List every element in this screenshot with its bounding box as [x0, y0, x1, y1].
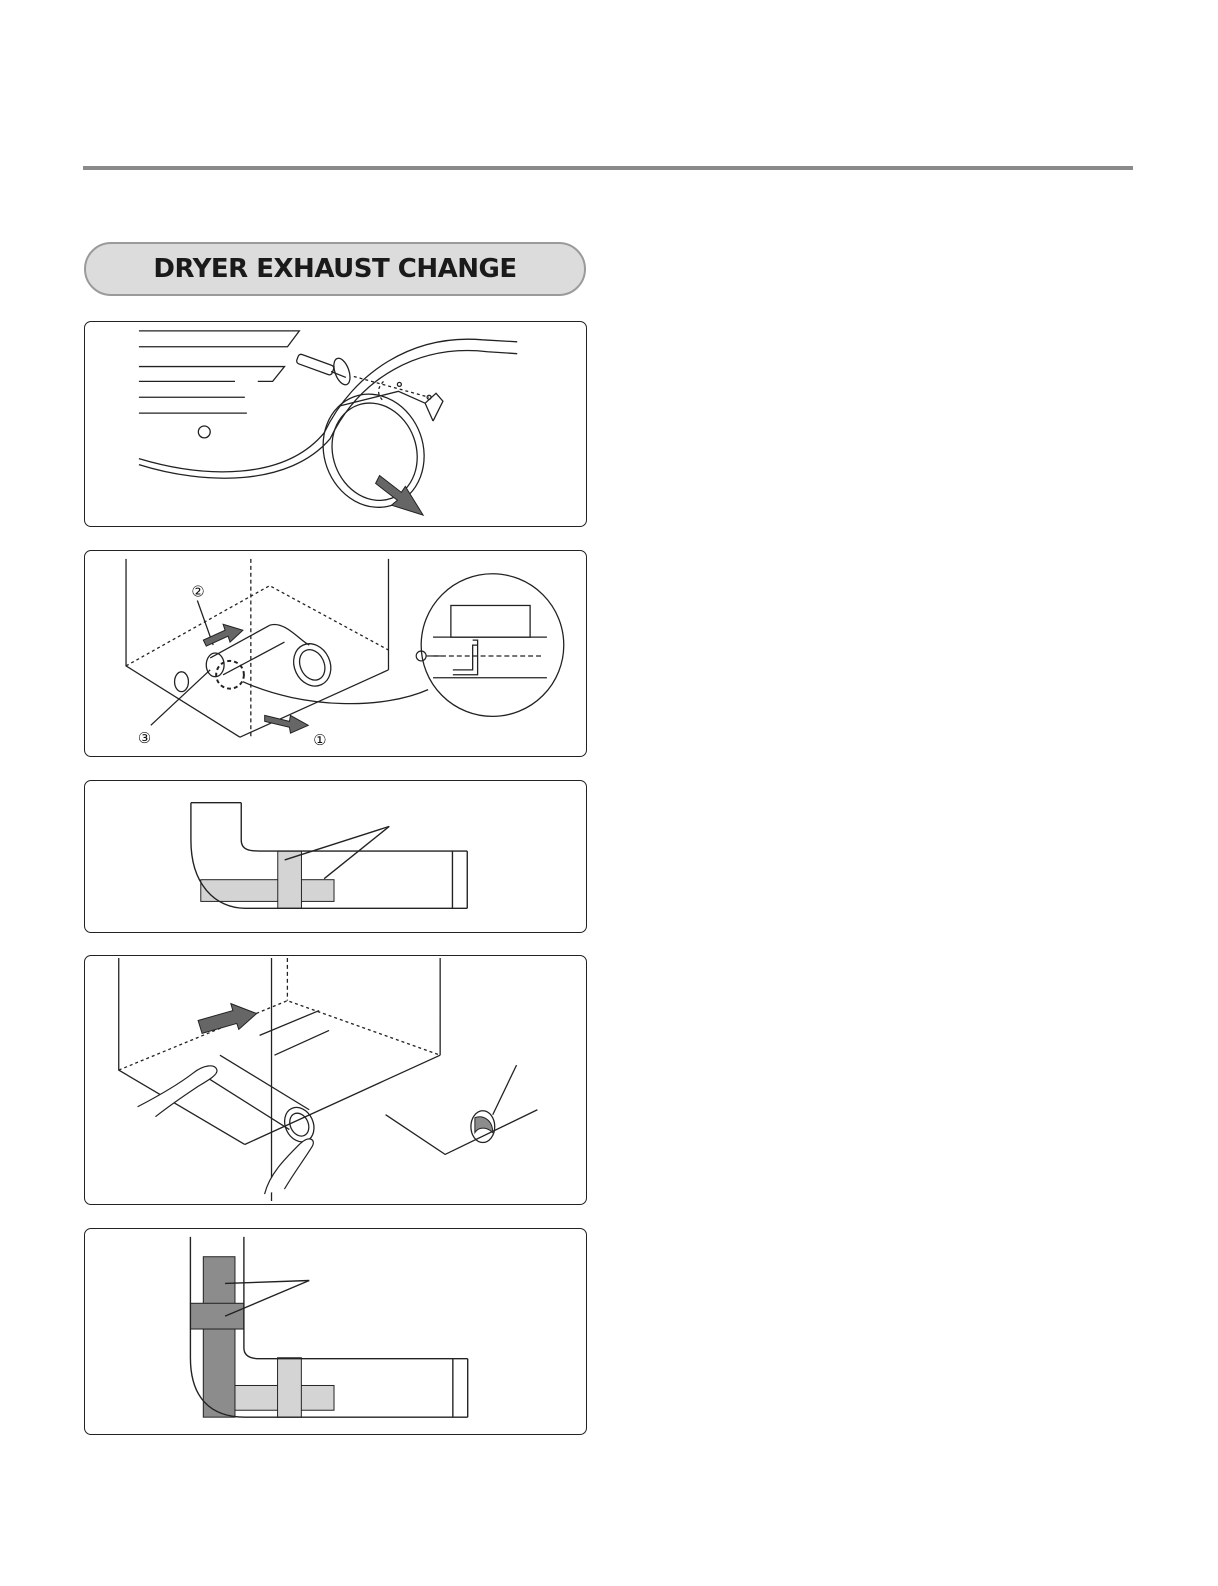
- figure-step-5: [84, 1228, 587, 1435]
- illustration-rotate-exhaust: [85, 551, 586, 756]
- figure-step-2: [84, 550, 587, 757]
- illustration-install-exhaust: [85, 956, 586, 1204]
- screw-icon: [416, 651, 441, 661]
- callout-3: ③: [137, 729, 152, 748]
- header-rule: [83, 166, 1133, 170]
- figure-step-4: [84, 955, 587, 1205]
- callout-2: ②: [191, 582, 205, 601]
- illustration-remove-exhaust: [85, 322, 586, 526]
- figure-step-3: [84, 780, 587, 933]
- illustration-tape-joints: [85, 1229, 586, 1434]
- arrow-icon: [203, 624, 308, 733]
- section-title-banner: [84, 242, 586, 296]
- callout-1: ①: [313, 731, 327, 750]
- screwdriver-icon: [296, 353, 353, 386]
- figure-step-1: [84, 321, 587, 527]
- section-title: DRYER EXHAUST CHANGE: [153, 254, 517, 284]
- illustration-tape-elbow: [85, 781, 586, 932]
- arrow-icon: [376, 475, 424, 515]
- arrow-icon: [198, 1004, 257, 1034]
